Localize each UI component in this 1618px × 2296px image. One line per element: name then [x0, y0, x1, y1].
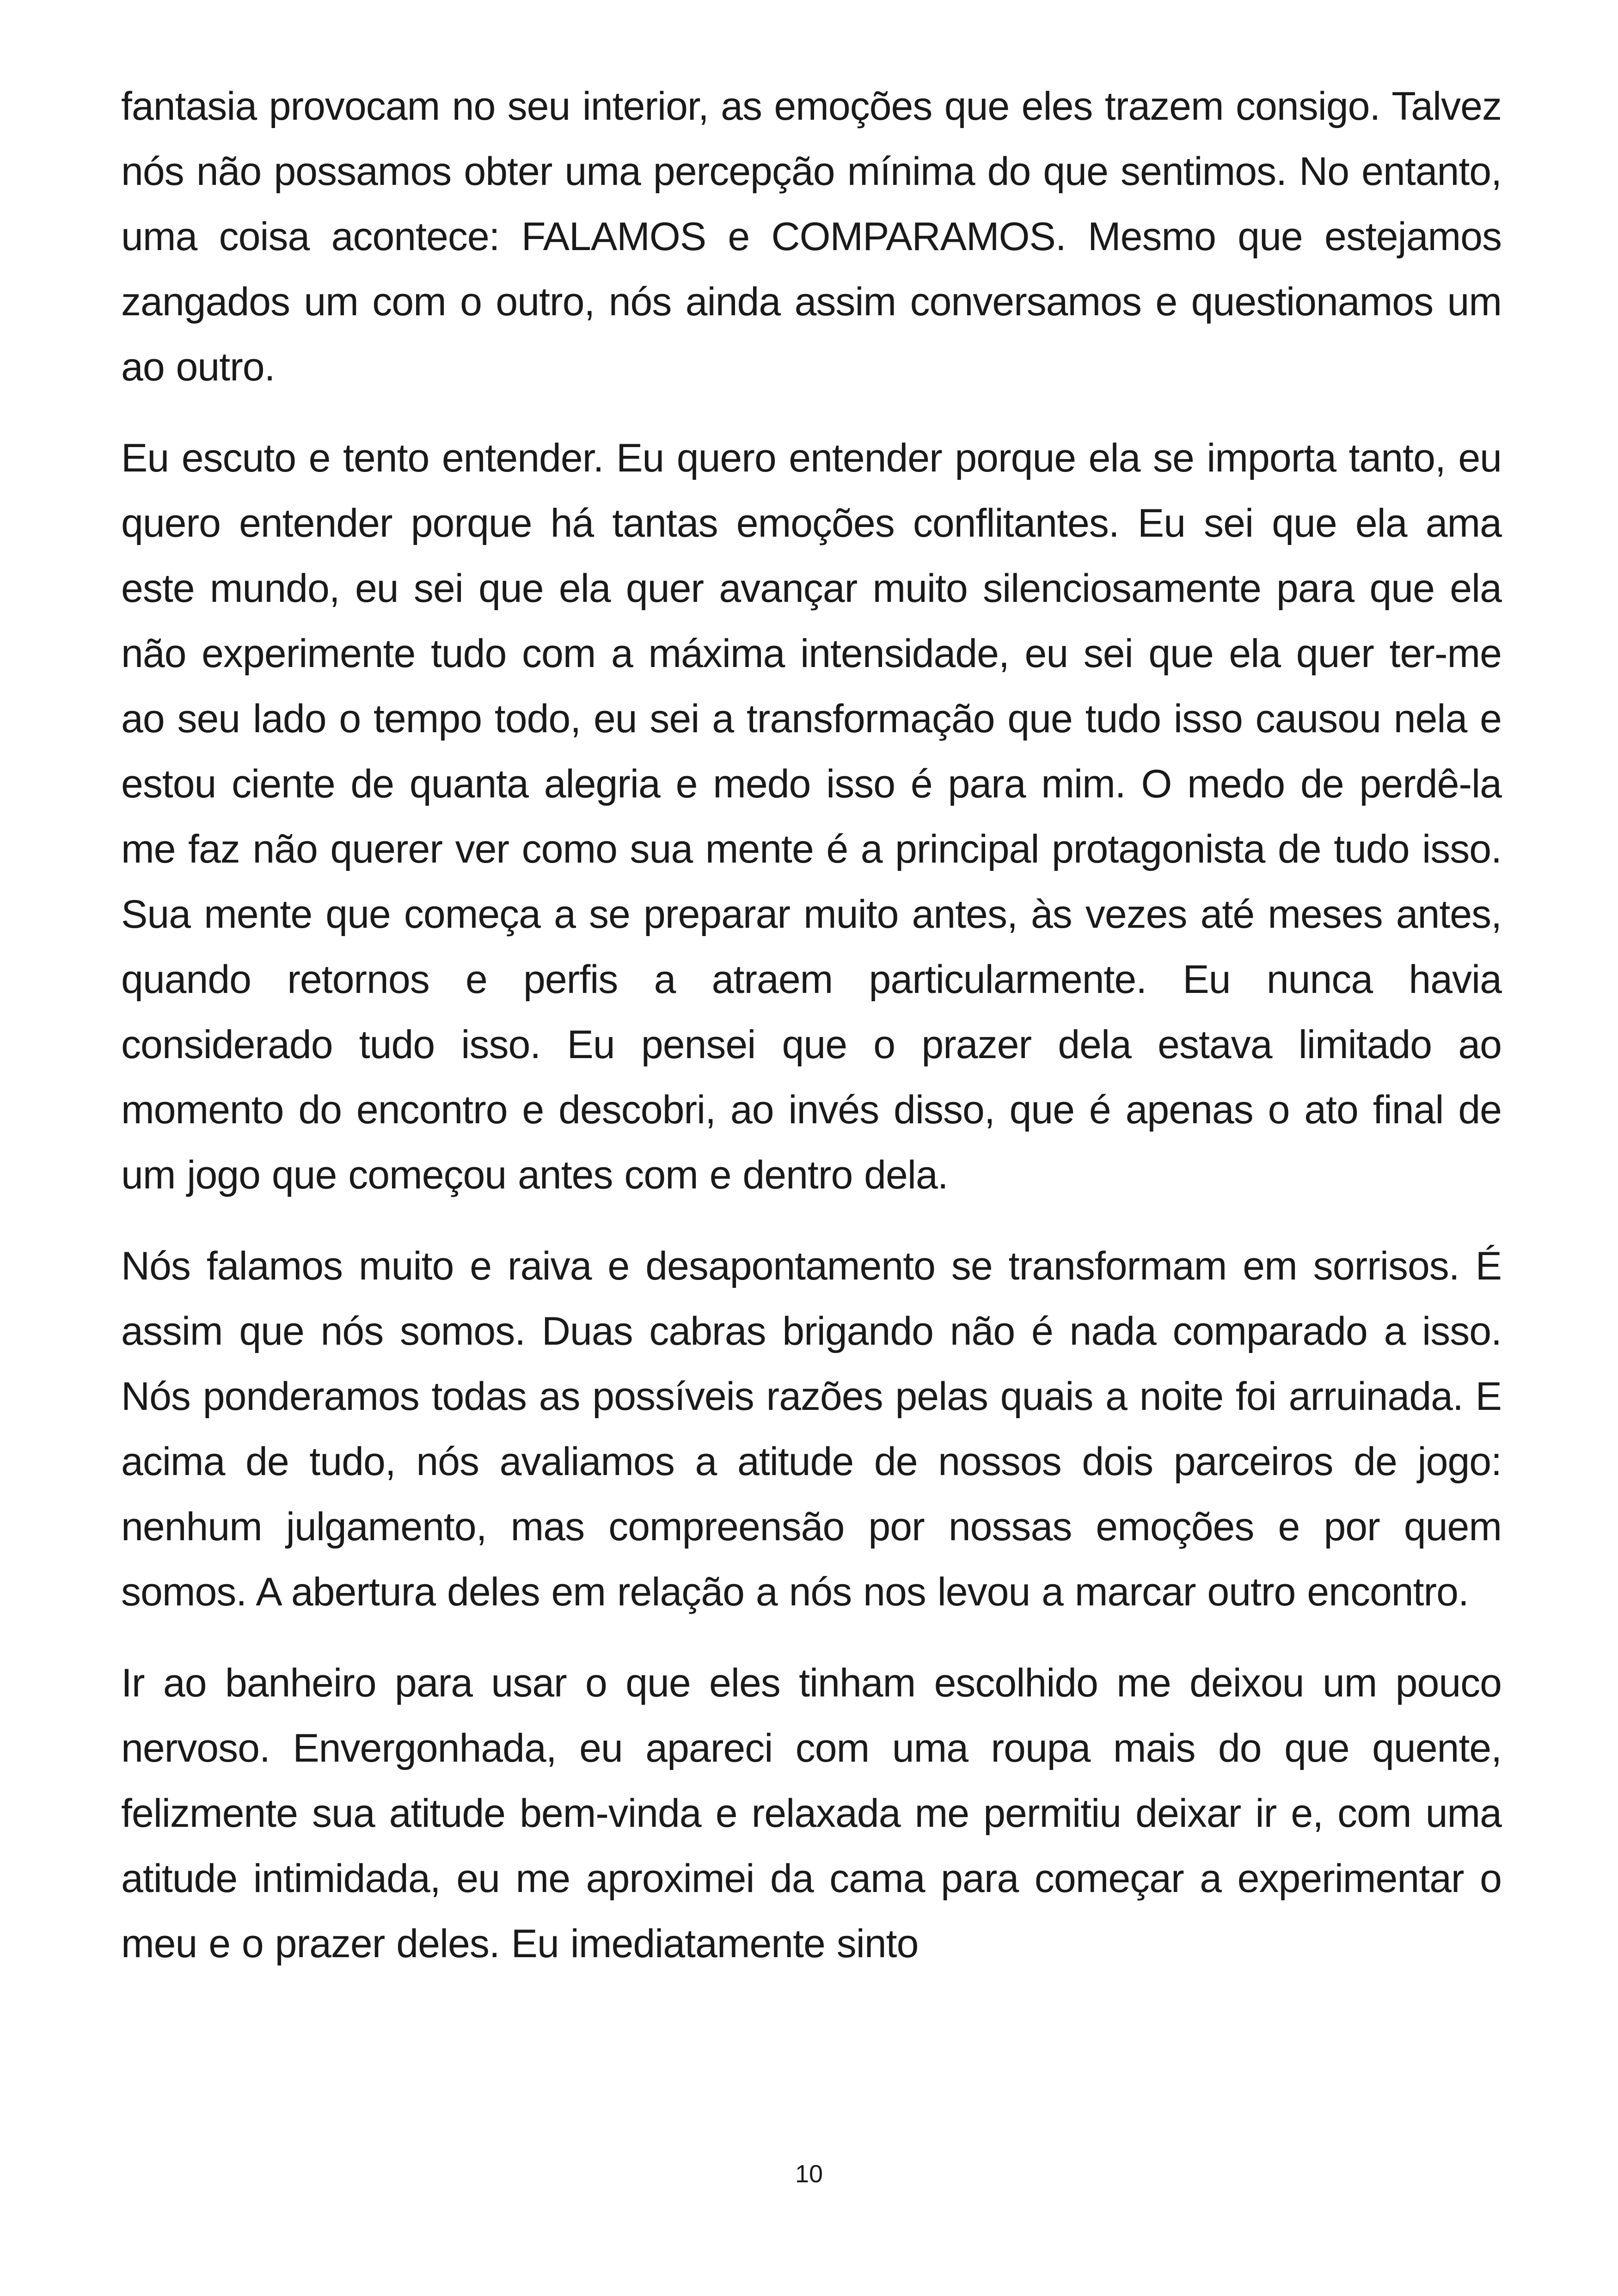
paragraph-4: Ir ao banheiro para usar o que eles tinham escolhido me deixou um pouco nervoso. Envergonhada, eu apareci com uma roupa mais do que quente, felizmente sua atitude bem-vinda e relaxada me permitiu deixar ir e, com uma atitude intimidada, eu me aproximei da cama para começar a experimentar o meu e o prazer deles. Eu imediatamente sinto [121, 1661, 1502, 1966]
body-text [121, 74, 1502, 2002]
paragraph-3: Nós falamos muito e raiva e desapontamento se transformam em sorrisos. É assim que nós somos. Duas cabras brigando não é nada comparado a isso. Nós ponderamos todas as possíveis razões pelas quais a noite foi arruinada. E acima de tudo, nós avaliamos a atitude de nossos dois parceiros de jogo: nenhum julgamento, mas compreensão por nossas emoções e por quem somos. A abertura deles em relação a nós nos levou a marcar outro encontro. [121, 1244, 1502, 1614]
paragraph-2: Eu escuto e tento entender. Eu quero entender porque ela se importa tanto, eu quero entender porque há tantas emoções conflitantes. Eu sei que ela ama este mundo, eu sei que ela quer avançar muito silenciosamente para que ela não experimente tudo com a máxima intensidade, eu sei que ela quer ter-me ao seu lado o tempo todo, eu sei a transformação que tudo isso causou nela e estou ciente de quanta alegria e medo isso é para mim. O medo de perdê-la me faz não querer ver como sua mente é a principal protagonista de tudo isso. Sua mente que começa a se preparar muito antes, às vezes até meses antes, quando retornos e perfis a atraem particularmente. Eu nunca havia considerado tudo isso. Eu pensei que o prazer dela estava limitado ao momento do encontro e descobri, ao invés disso, que é apenas o ato final de um jogo que começou antes com e dentro dela. [121, 436, 1502, 1197]
paragraph-1: fantasia provocam no seu interior, as emoções que eles trazem consigo. Talvez nós não possamos obter uma percepção mínima do que sentimos. No entanto, uma coisa acontece: FALAMOS e COMPARAMOS. Mesmo que estejamos zangados um com o outro, nós ainda assim conversamos e questionamos um ao outro. [121, 84, 1502, 389]
page-number: 10 [795, 2160, 823, 2188]
